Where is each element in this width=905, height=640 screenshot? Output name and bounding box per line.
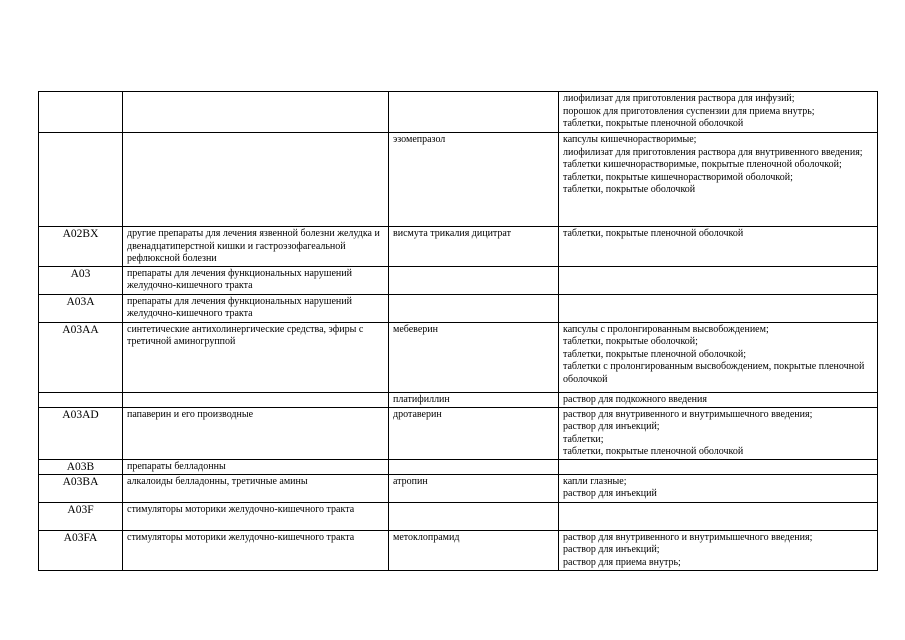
table-row xyxy=(39,294,878,322)
drug-name-cell: платифиллин xyxy=(389,392,559,407)
table-body xyxy=(39,92,878,571)
table-row xyxy=(39,407,878,459)
atc-code-cell: A03AD xyxy=(39,407,123,459)
table-row xyxy=(39,92,878,133)
table-row xyxy=(39,530,878,570)
dosage-form-line: таблетки, покрытые пленочной оболочкой xyxy=(563,446,744,457)
dosage-forms-cell xyxy=(559,392,878,407)
dosage-forms-cell xyxy=(559,266,878,294)
dosage-form-line: таблетки, покрытые оболочкой xyxy=(563,184,696,195)
dosage-form-line: таблетки, покрытые кишечнорастворимой оболочкой; xyxy=(563,171,793,183)
table-row xyxy=(39,459,878,474)
table-row xyxy=(39,474,878,502)
dosage-forms-cell xyxy=(559,322,878,392)
group-name-cell: алкалоиды белладонны, третичные амины xyxy=(123,474,389,502)
table-row xyxy=(39,502,878,530)
dosage-form-line: таблетки, покрытые пленочной оболочкой xyxy=(563,228,744,239)
dosage-form-line: раствор для инъекций; xyxy=(563,421,660,432)
dosage-forms-cell xyxy=(559,474,878,502)
drug-name-cell: эзомепразол xyxy=(389,133,559,227)
atc-code-cell: A03BA xyxy=(39,474,123,502)
group-name-cell: другие препараты для лечения язвенной болезни желудка и двенадцатиперстной кишки и гастроэзофагеальной рефлюксной болезни xyxy=(123,227,389,267)
group-name-cell: препараты белладонны xyxy=(123,459,389,474)
atc-code-cell: A03FA xyxy=(39,530,123,570)
dosage-form-line: раствор для внутривенного и внутримышечного введения; xyxy=(563,408,813,420)
dosage-form-line: порошок для приготовления суспензии для приема внутрь; xyxy=(563,105,815,117)
dosage-form-line: раствор для приема внутрь; xyxy=(563,556,681,568)
dosage-form-line: таблетки; xyxy=(563,433,604,445)
dosage-forms-cell xyxy=(559,133,878,227)
drug-name-cell xyxy=(389,92,559,133)
table-row xyxy=(39,227,878,267)
dosage-form-line: лиофилизат для приготовления раствора для внутривенного введения; xyxy=(563,146,863,158)
dosage-forms-cell xyxy=(559,92,878,133)
dosage-form-line: таблетки, покрытые пленочной оболочкой xyxy=(563,118,744,129)
group-name-cell: стимуляторы моторики желудочно-кишечного тракта xyxy=(123,530,389,570)
group-name-cell: препараты для лечения функциональных нарушений желудочно-кишечного тракта xyxy=(123,294,389,322)
dosage-form-line: таблетки, покрытые пленочной оболочкой; xyxy=(563,348,747,360)
drug-name-cell: метоклопрамид xyxy=(389,530,559,570)
atc-code-cell: A03B xyxy=(39,459,123,474)
atc-code-cell: A02BX xyxy=(39,227,123,267)
dosage-forms-cell xyxy=(559,502,878,530)
table-row xyxy=(39,266,878,294)
group-name-cell xyxy=(123,392,389,407)
group-name-cell xyxy=(123,92,389,133)
drug-name-cell: висмута трикалия дицитрат xyxy=(389,227,559,267)
atc-code-cell xyxy=(39,133,123,227)
dosage-form-line: раствор для инъекций xyxy=(563,488,657,499)
dosage-forms-cell xyxy=(559,530,878,570)
dosage-form-line: капсулы кишечнорастворимые; xyxy=(563,134,697,145)
drug-name-cell xyxy=(389,266,559,294)
atc-code-cell: A03 xyxy=(39,266,123,294)
dosage-forms-cell xyxy=(559,407,878,459)
dosage-form-line: капли глазные; xyxy=(563,475,627,487)
atc-code-cell: A03A xyxy=(39,294,123,322)
group-name-cell: препараты для лечения функциональных нарушений желудочно-кишечного тракта xyxy=(123,266,389,294)
dosage-form-line: капсулы с пролонгированным высвобождением; xyxy=(563,323,769,335)
drug-name-cell: атропин xyxy=(389,474,559,502)
dosage-form-line: лиофилизат для приготовления раствора для инфузий; xyxy=(563,93,795,104)
dosage-form-line: таблетки с пролонгированным высвобождением, покрытые пленочной оболочкой xyxy=(563,361,865,385)
group-name-cell: синтетические антихолинергические средства, эфиры с третичной аминогруппой xyxy=(123,322,389,392)
drug-table xyxy=(38,91,878,571)
group-name-cell: папаверин и его производные xyxy=(123,407,389,459)
atc-code-cell xyxy=(39,92,123,133)
table-row xyxy=(39,322,878,392)
dosage-form-line: таблетки кишечнорастворимые, покрытые пленочной оболочкой; xyxy=(563,159,842,170)
table-row xyxy=(39,133,878,227)
drug-name-cell xyxy=(389,502,559,530)
dosage-forms-cell xyxy=(559,459,878,474)
group-name-cell: стимуляторы моторики желудочно-кишечного тракта xyxy=(123,502,389,530)
dosage-form-line: таблетки, покрытые оболочкой; xyxy=(563,336,698,347)
dosage-forms-cell xyxy=(559,227,878,267)
atc-code-cell: A03AA xyxy=(39,322,123,392)
dosage-form-line: раствор для инъекций; xyxy=(563,544,660,555)
drug-name-cell xyxy=(389,294,559,322)
dosage-forms-cell xyxy=(559,294,878,322)
drug-name-cell xyxy=(389,459,559,474)
atc-code-cell xyxy=(39,392,123,407)
dosage-form-line: раствор для подкожного введения xyxy=(563,393,707,405)
drug-name-cell: дротаверин xyxy=(389,407,559,459)
table-row xyxy=(39,392,878,407)
group-name-cell xyxy=(123,133,389,227)
drug-name-cell: мебеверин xyxy=(389,322,559,392)
atc-code-cell: A03F xyxy=(39,502,123,530)
dosage-form-line: раствор для внутривенного и внутримышечного введения; xyxy=(563,531,813,543)
